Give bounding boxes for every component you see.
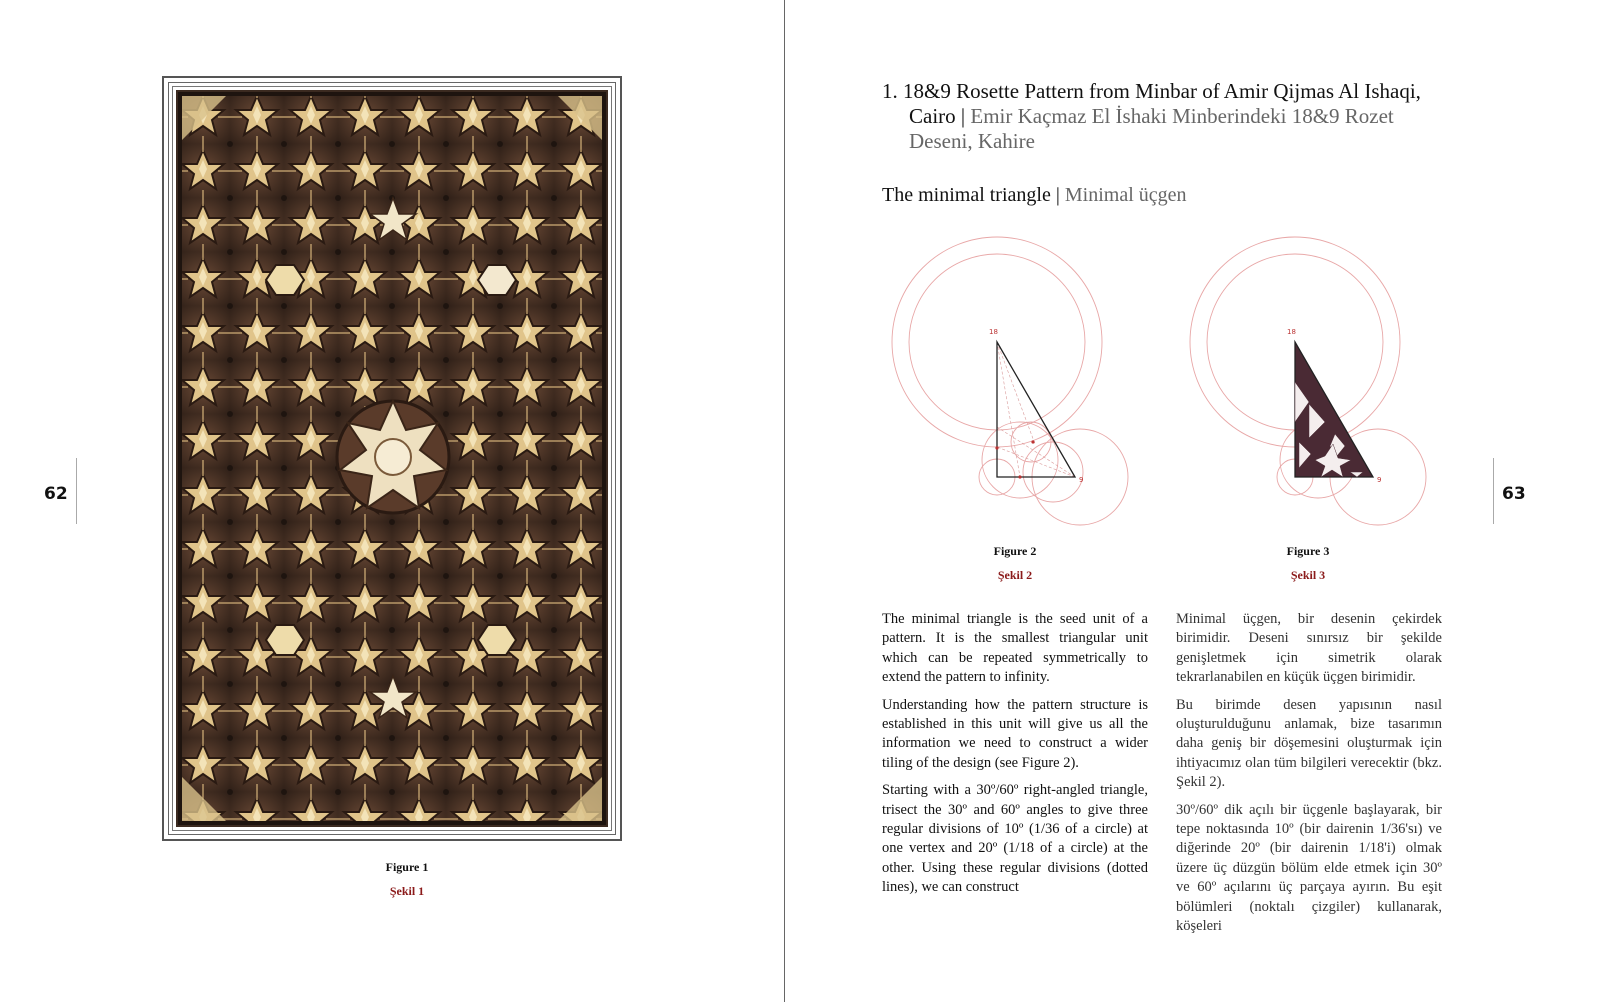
body-tr-paragraph: Bu birimde desen yapısının nasıl oluşturulduğunu anlamak, bize tasarımın daha geniş bir döşemesini oluşturmak için ihtiyacımız olan tüm bilgileri verecektir (bkz. Şekil 2). [1176,696,1442,791]
body-text-english [882,610,1148,906]
figure2-caption-tr: Şekil 2 [997,568,1033,582]
figure3-vertex-label-top: 18 [1287,328,1296,336]
body-en-paragraph: Starting with a 30º/60º right-angled triangle, trisect the 30º and 60º angles to give three regular divisions of 10º (1/36 of a circle) at one vertex and 20º (1/18 of a circle) at the other. Using these regular divisions (dotted lines), we can construct [882,782,1148,896]
page-number-right: 63 [1502,484,1526,504]
section-title [882,79,1482,154]
figure3-caption-en: Figure 3 [1286,544,1330,558]
figure1-photo-frame [162,76,622,841]
subsection-title-separator: | [1055,184,1060,206]
figure2-caption-en: Figure 2 [993,544,1037,558]
page-number-left: 62 [44,484,68,504]
section-title-en-line1: 18&9 Rosette Pattern from Minbar of Amir Qijmas Al Ishaqi, [903,79,1421,103]
section-title-tr-line2: Emir Kaçmaz El İshaki Minberindeki 18&9 Rozet [970,104,1394,128]
page-number-rule-right [1493,458,1494,524]
body-text-turkish [1176,610,1442,945]
figure3-vertex-label-right: 9 [1377,476,1382,484]
figure1-caption-en: Figure 1 [385,860,429,874]
minbar-panel-photo [176,90,608,827]
subsection-title-tr: Minimal üçgen [1064,184,1187,206]
body-en-paragraph: Understanding how the pattern structure is established in this unit will give us all the information we need to construct a wider tiling of the design (see Figure 2). [882,696,1148,771]
body-tr-paragraph: Minimal üçgen, bir desenin çekirdek birimidir. Deseni sınırsız bir şekilde genişletmek için simetrik olarak tekrarlanabilen en küçük üçgen birimidir. [1176,611,1442,686]
figure2-diagram [885,232,1135,532]
page-number-rule-left [76,458,77,524]
body-en-paragraph: The minimal triangle is the seed unit of a pattern. It is the smallest triangular unit which can be repeated symmetrically to extend the pattern to infinity. [882,611,1148,686]
subsection-title [882,184,1187,207]
figure3-diagram [1185,232,1435,532]
figure2-vertex-label-top: 18 [989,328,998,336]
subsection-title-en: The minimal triangle [882,184,1051,206]
section-title-separator: | [960,104,966,128]
figure2-vertex-label-right: 9 [1079,476,1084,484]
figure1-caption-tr: Şekil 1 [389,884,425,898]
section-title-en-line2: Cairo [909,104,956,128]
body-tr-paragraph: 30º/60º dik açılı bir üçgenle başlayarak, bir tepe noktasında 10º (bir dairenin 1/36'sı) ve diğerinde 20º (bir dairenin 1/18'i) olmak üzere üç düzgün bölüm elde etmek için 30º ve 60º açılarını üç parçaya ayırın. Bu eşit bölümleri (noktalı çizgiler) kullanarak, köşeleri [1176,801,1442,935]
section-title-tr-line3: Deseni, Kahire [909,129,1035,153]
figure3-caption-tr: Şekil 3 [1290,568,1326,582]
section-number: 1. [882,79,898,103]
